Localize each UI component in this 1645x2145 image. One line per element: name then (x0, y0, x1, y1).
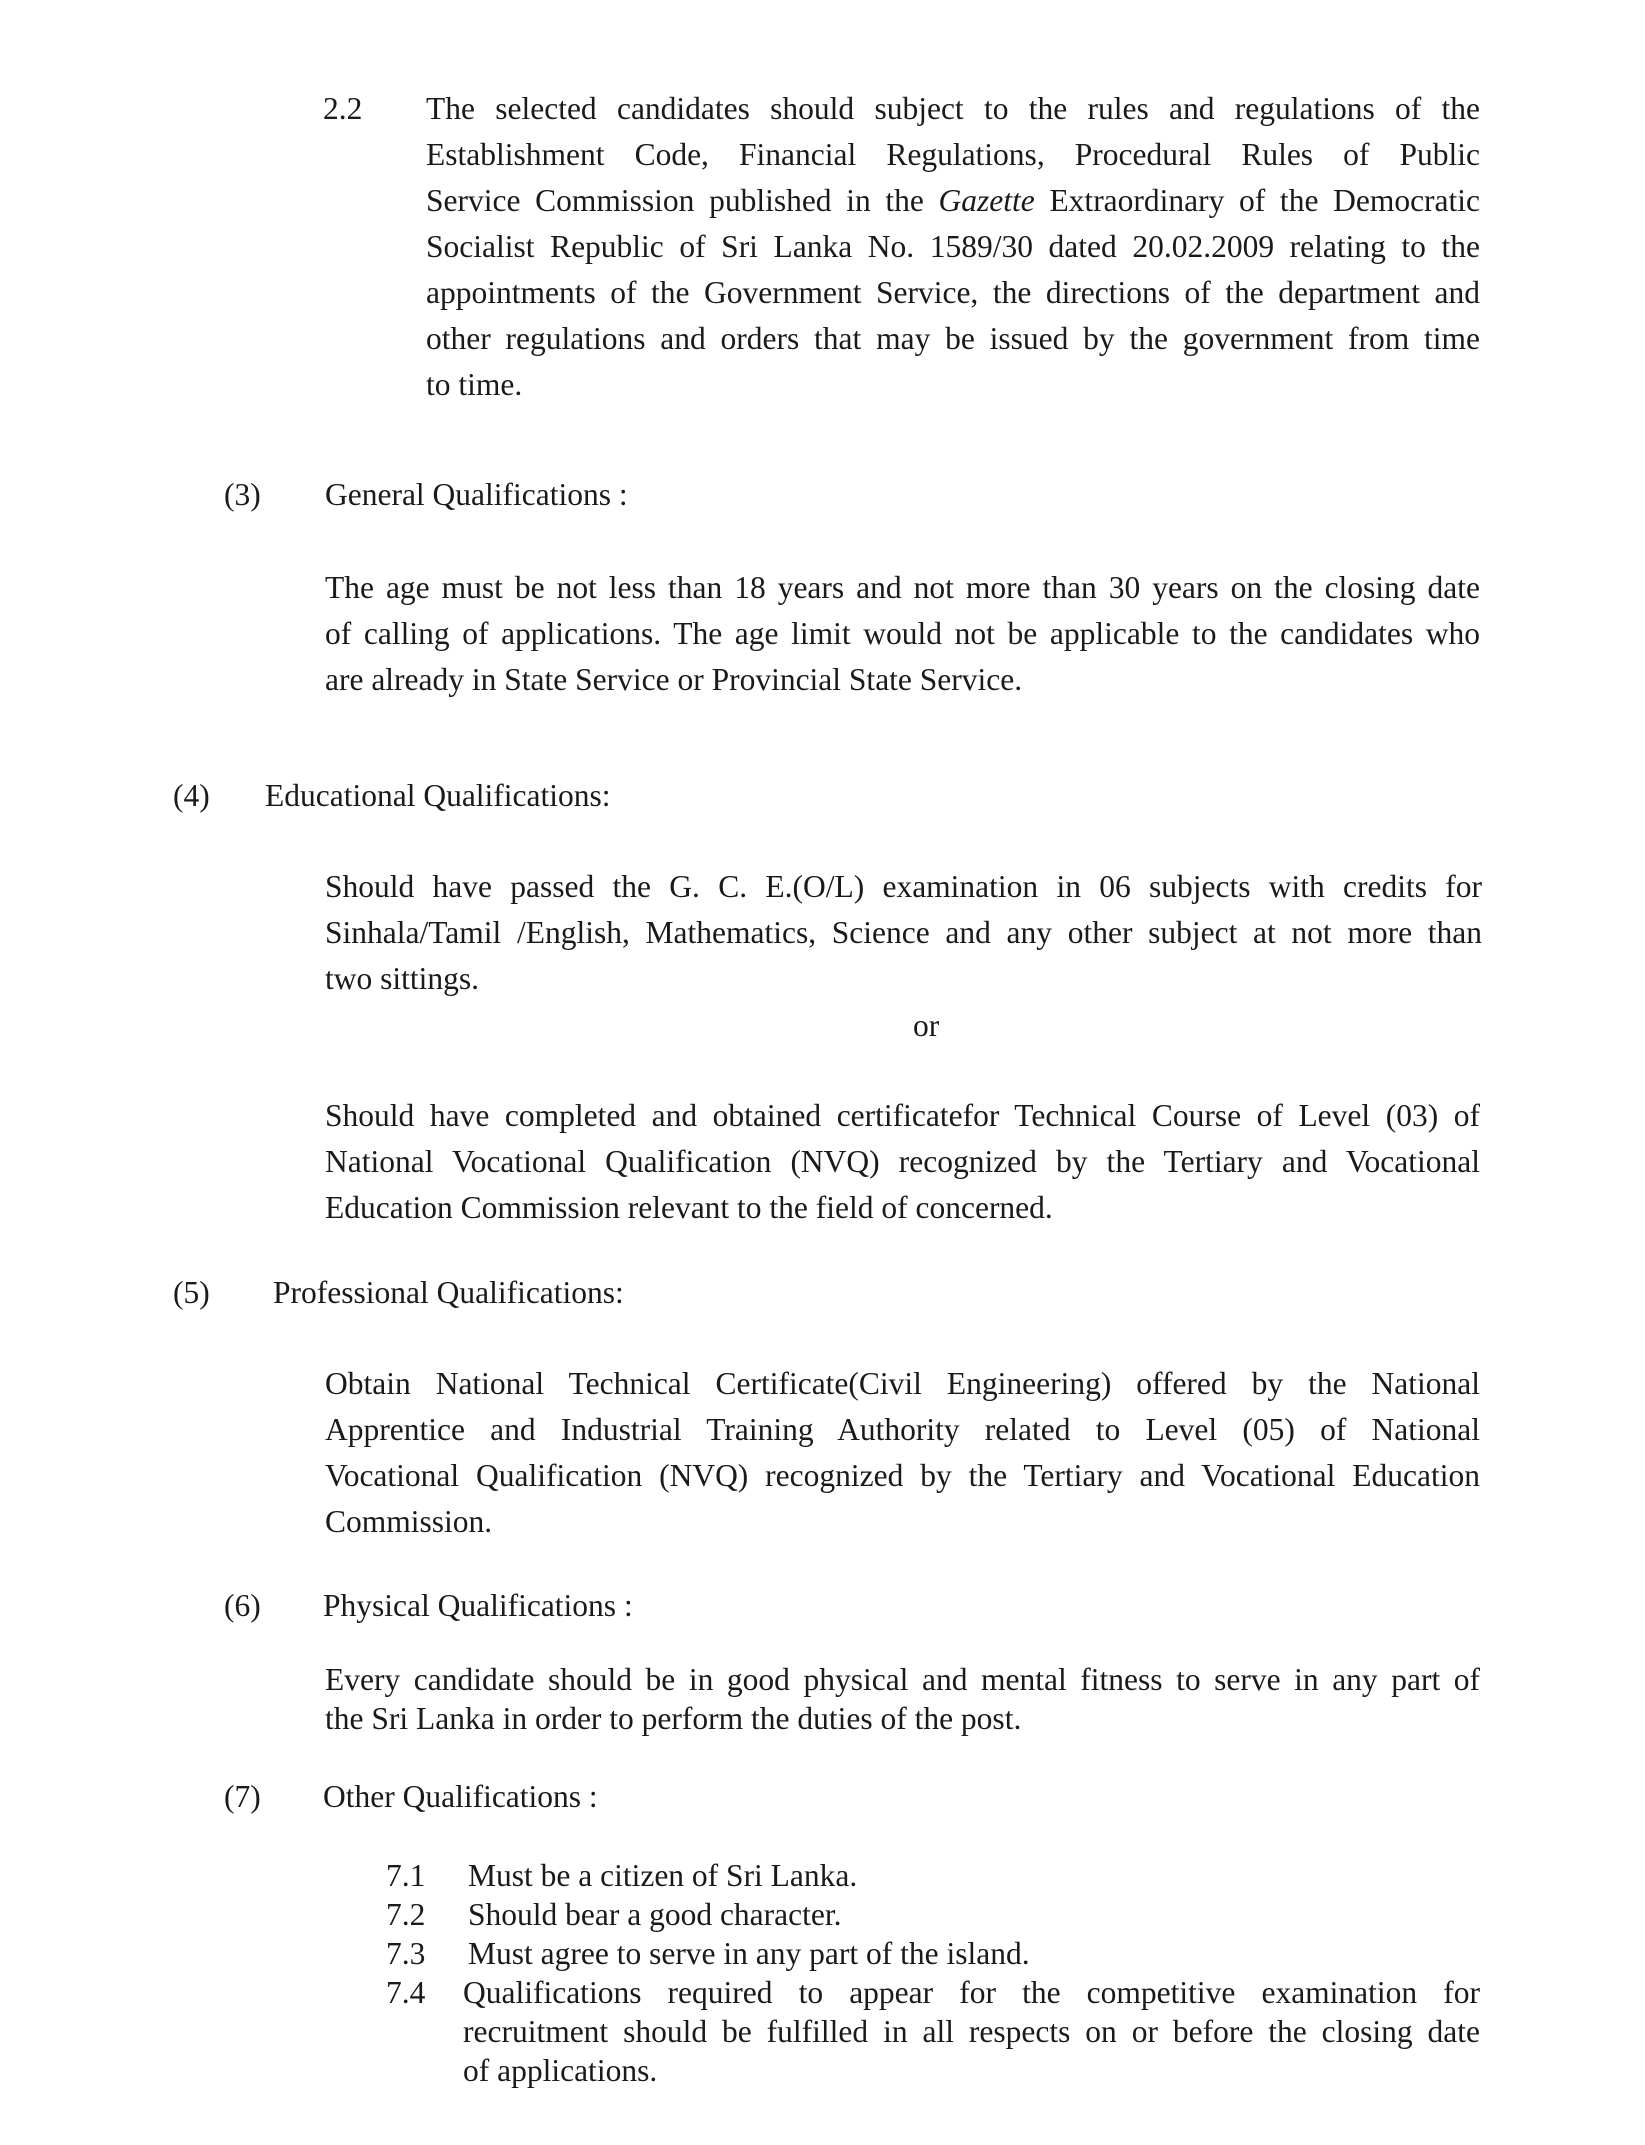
section-5-paragraph (325, 1361, 1480, 1545)
list-item-text (463, 1973, 1480, 2090)
list-item-line: Qualifications required to appear for the competitive examination for (463, 1975, 1480, 2010)
paragraph-line: The age must be not less than 18 years and not more than 30 years on the closing date (325, 570, 1480, 605)
paragraph-line: are already in State Service or Provincial State Service. (325, 662, 1023, 697)
gazette-italic: Gazette (938, 183, 1035, 218)
paragraph-line: appointments of the Government Service, the directions of the department and (426, 275, 1480, 310)
paragraph-line: the Sri Lanka in order to perform the duties of the post. (325, 1701, 1022, 1736)
paragraph-line: National Vocational Qualification (NVQ) recognized by the Tertiary and Vocational (325, 1144, 1480, 1179)
section-6-heading: Physical Qualifications : (323, 1588, 633, 1623)
paragraph-line: Every candidate should be in good physical and mental fitness to serve in any part of (325, 1662, 1480, 1697)
list-item-text: Should bear a good character. (468, 1897, 842, 1932)
section-5-heading: Professional Qualifications: (273, 1275, 624, 1310)
list-item-number: 7.2 (386, 1897, 426, 1932)
section-2-2-number: 2.2 (323, 91, 363, 126)
paragraph-line: Establishment Code, Financial Regulations, Procedural Rules of Public (426, 137, 1480, 172)
paragraph-line: Commission. (325, 1504, 493, 1539)
section-6-paragraph (325, 1660, 1480, 1738)
section-5-number: (5) (173, 1275, 210, 1310)
section-6-number: (6) (224, 1588, 261, 1623)
paragraph-line: two sittings. (325, 961, 480, 996)
paragraph-line: other regulations and orders that may be issued by the government from time (426, 321, 1480, 356)
paragraph-line: Socialist Republic of Sri Lanka No. 1589/30 dated 20.02.2009 relating to the (426, 229, 1480, 264)
paragraph-line (426, 178, 1480, 224)
list-item-text: Must agree to serve in any part of the island. (468, 1936, 1030, 1971)
section-7-heading: Other Qualifications : (323, 1779, 598, 1814)
section-4-paragraph-2 (325, 1093, 1480, 1231)
list-item-text: Must be a citizen of Sri Lanka. (468, 1858, 858, 1893)
paragraph-line: Vocational Qualification (NVQ) recognized by the Tertiary and Vocational Education (325, 1458, 1480, 1493)
line-segment: Service Commission published in the (426, 183, 939, 218)
section-3-paragraph (325, 565, 1480, 703)
line-segment: Extraordinary of the Democratic (1034, 183, 1481, 218)
list-item-number: 7.4 (386, 1975, 426, 2010)
section-4-heading: Educational Qualifications: (265, 778, 611, 813)
paragraph-line: Education Commission relevant to the field of concerned. (325, 1190, 1053, 1225)
paragraph-line: Should have completed and obtained certificatefor Technical Course of Level (03) of (325, 1098, 1480, 1133)
paragraph-line: Should have passed the G. C. E.(O/L) examination in 06 subjects with credits for (325, 869, 1482, 904)
paragraph-line: Obtain National Technical Certificate(Civil Engineering) offered by the National (325, 1366, 1480, 1401)
section-4-number: (4) (173, 778, 210, 813)
paragraph-line: The selected candidates should subject to the rules and regulations of the (426, 91, 1480, 126)
section-4-paragraph-1 (325, 864, 1482, 1002)
list-item-number: 7.3 (386, 1936, 426, 1971)
list-item-line: of applications. (463, 2053, 658, 2088)
list-item-number: 7.1 (386, 1858, 426, 1893)
paragraph-line: to time. (426, 367, 523, 402)
section-2-2-paragraph (426, 86, 1480, 408)
paragraph-line: Sinhala/Tamil /English, Mathematics, Science and any other subject at not more than (325, 915, 1482, 950)
section-3-number: (3) (224, 477, 261, 512)
list-item-line: recruitment should be fulfilled in all respects on or before the closing date (463, 2014, 1480, 2049)
paragraph-line: of calling of applications. The age limit would not be applicable to the candidates who (325, 616, 1480, 651)
section-3-heading: General Qualifications : (325, 477, 628, 512)
or-separator: or (913, 1008, 940, 1043)
paragraph-line: Apprentice and Industrial Training Authority related to Level (05) of National (325, 1412, 1480, 1447)
section-7-number: (7) (224, 1779, 261, 1814)
